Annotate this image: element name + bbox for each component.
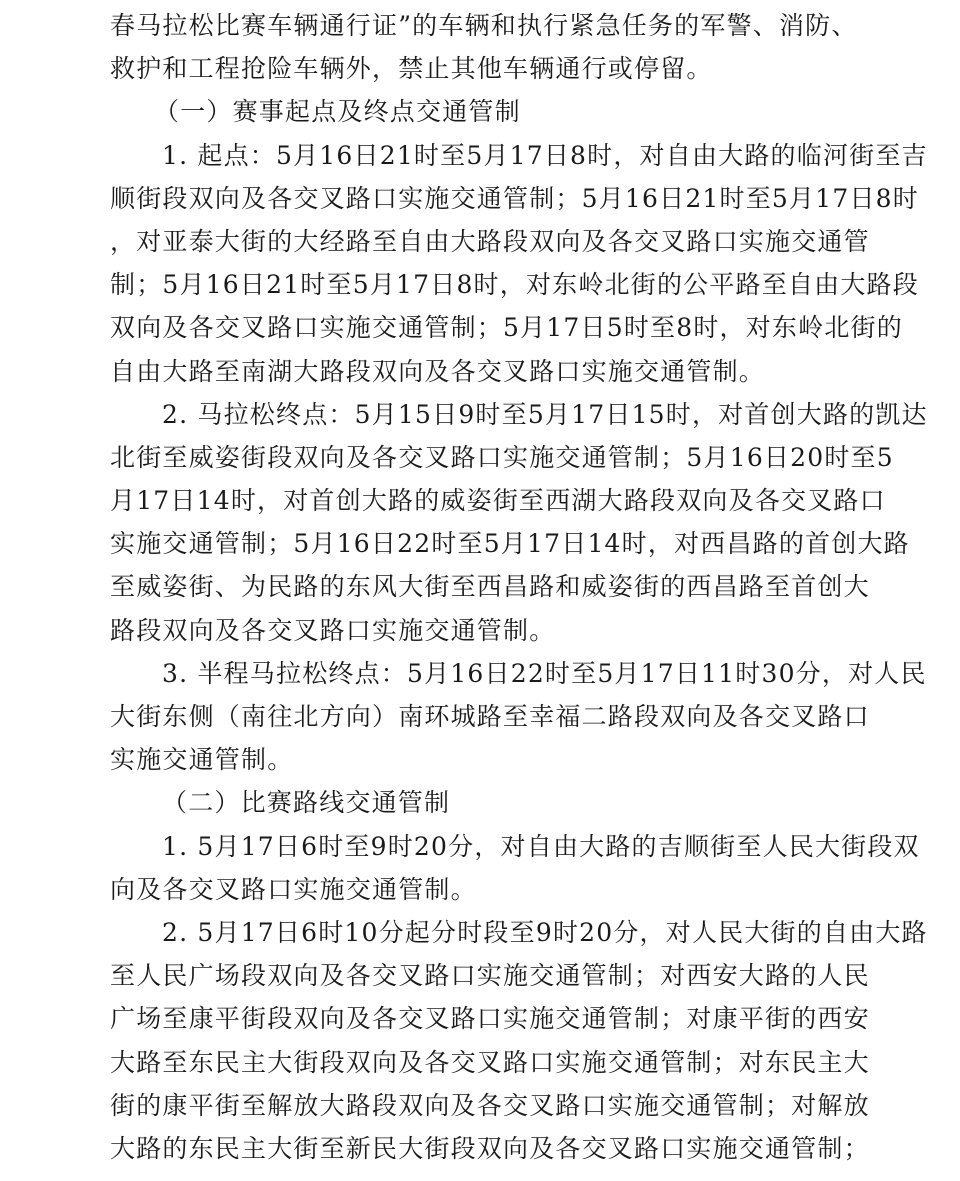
section-heading-2: （二）比赛路线交通管制 [162, 788, 451, 818]
text-line-17: 大街东侧（南往北方向）南环城路至幸福二路段双向及各交叉路口 [110, 702, 870, 731]
text-line-2: 救护和工程抢险车辆外，禁止其他车辆通行或停留。 [110, 54, 713, 84]
text-line-12: 月17日14时，对首创大路的威姿街至西湖大路段双向及各交叉路口 [110, 486, 886, 516]
text-line-9: 自由大路至南湖大路段双向及各交叉路口实施交通管制。 [110, 356, 766, 386]
document-body [110, 4, 928, 1170]
text-line-11: 北街至威姿街段双向及各交叉路口实施交通管制；5月16日20时至5 [110, 442, 894, 472]
text-line-26: 街的康平街至解放大路段双向及各交叉路口实施交通管制；对解放 [110, 1090, 870, 1120]
text-line-18: 实施交通管制。 [110, 745, 294, 775]
text-line-25: 大路至东民主大街段双向及各交叉路口实施交通管制；对东民主大 [110, 1047, 870, 1077]
text-line-27: 大路的东民主大街至新民大街段双向及各交叉路口实施交通管制； [110, 1133, 870, 1163]
text-line-8: 双向及各交叉路口实施交通管制；5月17日5时至8时，对东岭北街的 [110, 313, 903, 343]
text-line-13: 实施交通管制；5月16日22时至5月17日14时，对西昌路的首创大路 [110, 529, 910, 559]
text-line-21: 向及各交叉路口实施交通管制。 [110, 874, 477, 904]
text-line-6: ，对亚泰大街的大经路至自由大路段双向及各交叉路口实施交通管 [110, 226, 870, 256]
text-line-5: 顺街段双向及各交叉路口实施交通管制；5月16日21时至5月17日8时 [110, 183, 919, 213]
text-line-22: 2. 5月17日6时10分起分时段至9时20分，对人民大街的自由大路 [162, 917, 928, 947]
text-line-15: 路段双向及各交叉路口实施交通管制。 [110, 615, 556, 645]
text-line-16: 3. 半程马拉松终点：5月16日22时至5月17日11时30分，对人民 [162, 658, 927, 688]
text-line-24: 广场至康平街段双向及各交叉路口实施交通管制；对康平街的西安 [110, 1004, 870, 1034]
section-heading-1: （一）赛事起点及终点交通管制 [154, 97, 521, 127]
text-line-20: 1. 5月17日6时至9时20分，对自由大路的吉顺街至人民大街段双 [162, 831, 920, 861]
text-line-1: 春马拉松比赛车辆通行证”的车辆和执行紧急任务的军警、消防、 [110, 11, 858, 40]
text-line-14: 至威姿街、为民路的东风大街至西昌路和威姿街的西昌路至首创大 [110, 572, 870, 602]
text-line-4: 1. 起点：5月16日21时至5月17日8时，对自由大路的临河街至吉 [162, 140, 928, 170]
text-line-10: 2. 马拉松终点：5月15日9时至5月17日15时，对首创大路的凯达 [162, 399, 928, 429]
text-line-23: 至人民广场段双向及各交叉路口实施交通管制；对西安大路的人民 [110, 961, 870, 991]
text-line-7: 制；5月16日21时至5月17日8时，对东岭北街的公平路至自由大路段 [110, 270, 919, 300]
